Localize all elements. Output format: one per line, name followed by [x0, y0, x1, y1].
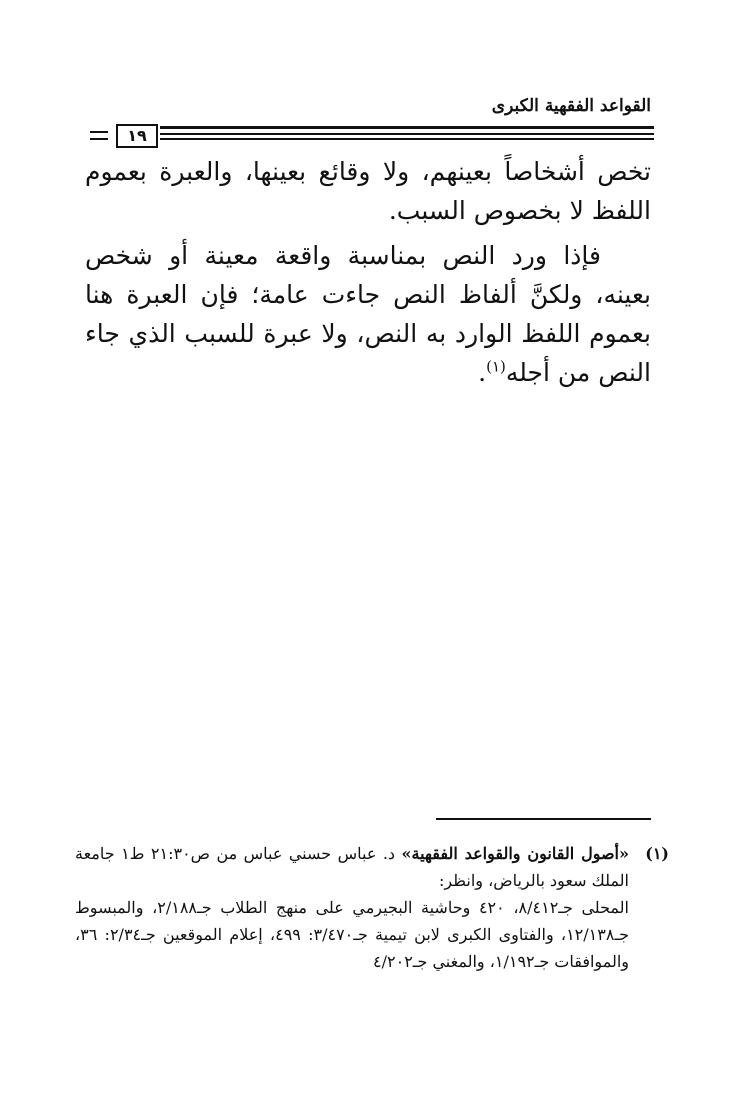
footnote-separator	[436, 818, 651, 820]
equals-ornament-icon	[88, 125, 112, 145]
footnote-line-1	[75, 840, 629, 894]
footnote-reference[interactable]: (١)	[486, 357, 506, 376]
paragraph-1: تخص أشخاصاً بعينهم، ولا وقائع بعينها، والعبرة بعموم اللفظ لا بخصوص السبب.	[85, 157, 651, 225]
footnote-line-1-text: د. عباس حسني عباس من ص٢١:٣٠ ط١ جامعة الملك سعود بالرياض، وانظر:	[75, 844, 629, 890]
footnote-line-2: المحلى جـ٨/٤١٢، ٤٢٠ وحاشية البجيرمي على منهج الطلاب جـ٢/١٨٨، والمبسوط جـ١٢/١٣٨، والفتاوى الكبرى لابن تيمية جـ٣/٤٧٠: ٤٩٩، إعلام الموقعين جـ٢/٣٤: ٣٦، والموافقات جـ١/١٩٢، والمغني جـ٤/٢٠٢	[75, 898, 630, 971]
footnote-number: (١)	[645, 844, 669, 863]
paragraph-2	[85, 236, 651, 392]
header-rule-group	[88, 122, 654, 152]
running-title: القواعد الفقهية الكبرى	[491, 96, 651, 116]
footnote-text	[75, 840, 629, 975]
footnote-title: «أصول القانون والقواعد الفقهية»	[401, 844, 630, 863]
page-number: ١٩	[116, 124, 158, 148]
header-rule-thin-lower	[160, 138, 654, 140]
paragraph-2-end: .	[478, 358, 487, 387]
footnotes	[75, 840, 669, 975]
header-rule-thick	[160, 126, 654, 129]
header-rule-thin	[160, 133, 654, 135]
footnote-item	[75, 840, 669, 975]
body-text	[85, 152, 651, 392]
paragraph-2-text: فإذا ورد النص بمناسبة واقعة معينة أو شخص بعينه، ولكنَّ ألفاظ النص جاءت عامة؛ فإن العبرة هنا بعموم اللفظ الوارد به النص، ولا عبرة للسبب الذي جاء النص من أجله	[85, 241, 651, 387]
